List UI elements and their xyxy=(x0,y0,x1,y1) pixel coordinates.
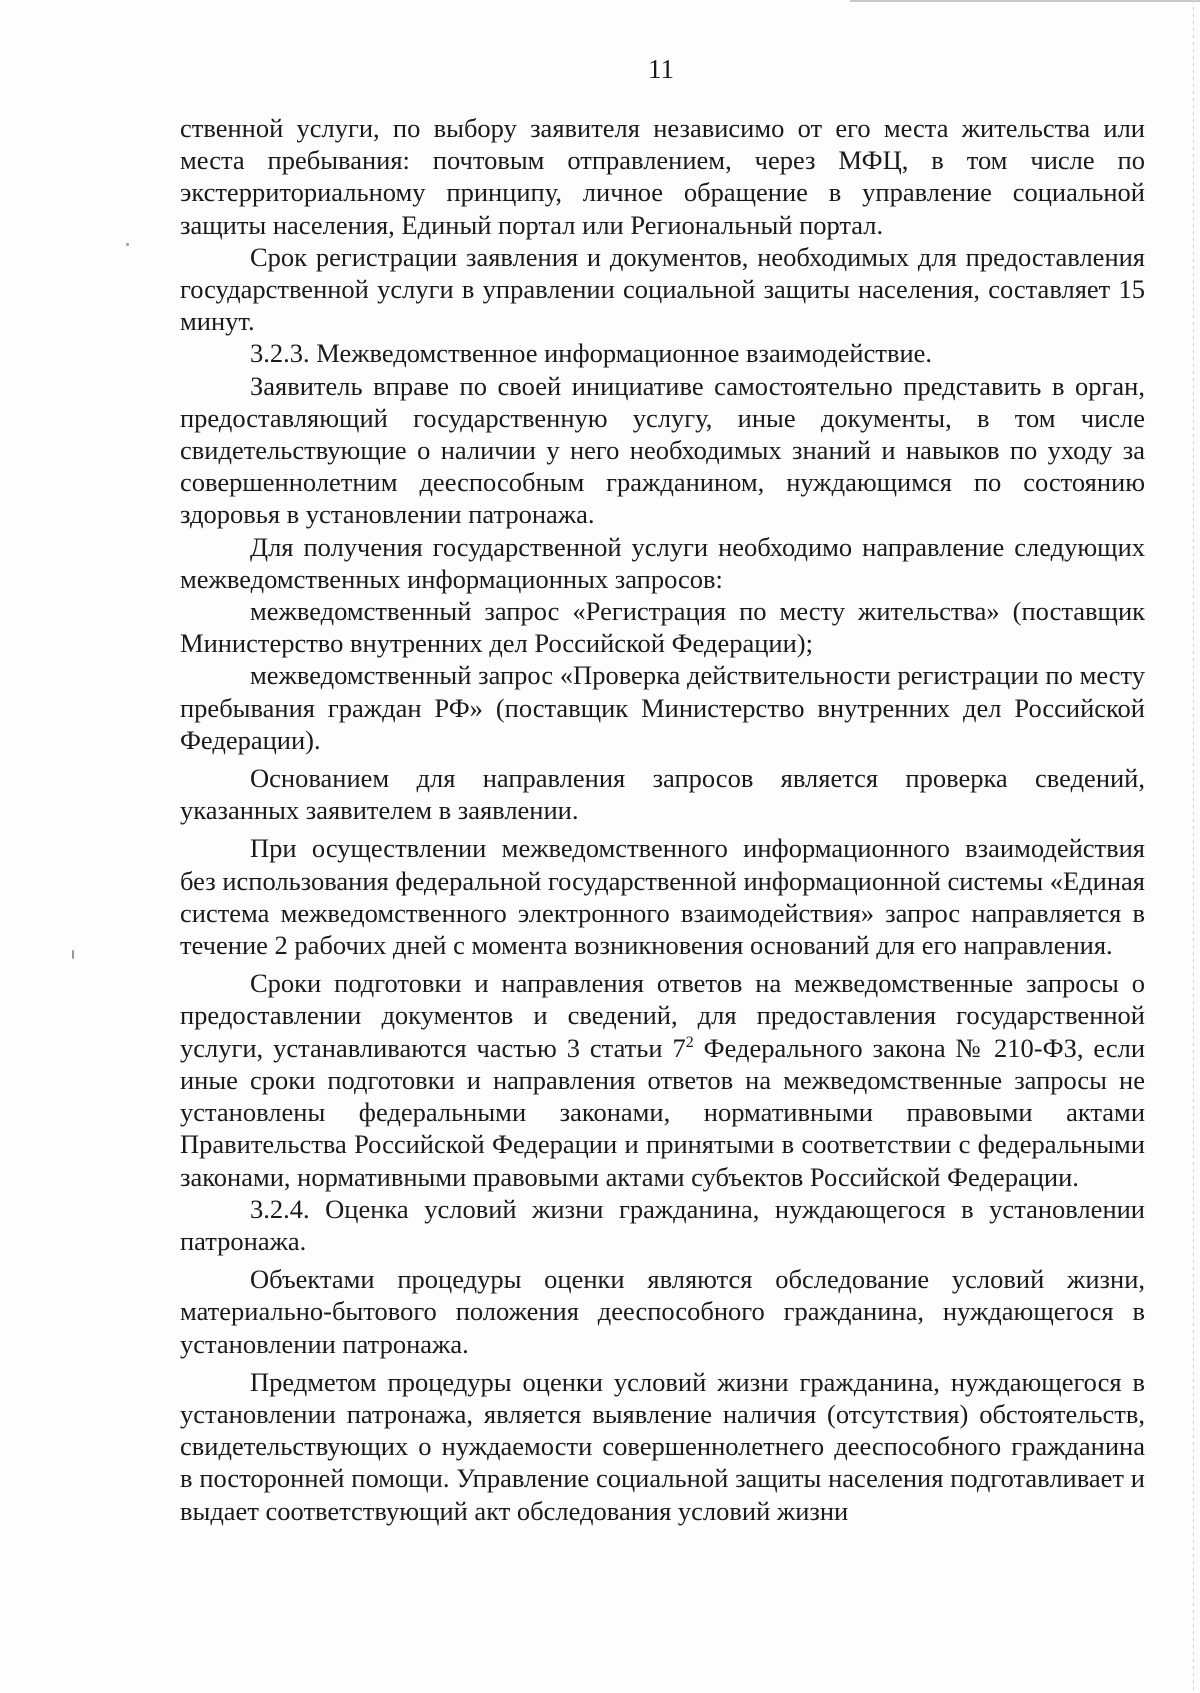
paragraph: Срок регистрации заявления и документов, необходимых для предоставления государственной услуги в управлении социальной защиты населения, составляет 15 минут. xyxy=(180,241,1145,337)
section-heading: 3.2.3. Межведомственное информационное взаимодействие. xyxy=(250,338,933,369)
document-body xyxy=(180,112,1145,1527)
scan-speck xyxy=(72,950,74,959)
list-item: межведомственный запрос «Регистрация по месту жительства» (поставщик Министерство внутренних дел Российской Федерации); xyxy=(180,596,1145,659)
paragraph: Основанием для направления запросов является проверка сведений, указанных заявителем в заявлении. xyxy=(180,763,1145,826)
paragraph: ственной услуги, по выбору заявителя независимо от его места жительства или места пребывания: почтовым отправлением, через МФЦ, в том числе по экстерриториальному принципу, личное обращение в управление социальной защиты населения, Единый портал или Региональный портал. xyxy=(180,113,1145,240)
paragraph xyxy=(180,967,1145,1192)
paragraph: При осуществлении межведомственного информационного взаимодействия без использования федеральной государственной информационной системы «Единая система межведомственного электронного взаимодействия» запрос направляется в течение 2 рабочих дней с момента возникновения оснований для его направления. xyxy=(180,833,1145,961)
paragraph: Заявитель вправе по своей инициативе самостоятельно представить в орган, предоставляющий государственную услугу, иные документы, в том числе свидетельствующие о наличии у него необходимых знаний и навыков по уходу за совершеннолетним дееспособным гражданином, нуждающимся по состоянию здоровья в установлении патронажа. xyxy=(180,370,1145,530)
paragraph: Для получения государственной услуги необходимо направление следующих межведомственных информационных запросов: xyxy=(180,531,1145,594)
section-heading: 3.2.4. Оценка условий жизни гражданина, нуждающегося в установлении патронажа. xyxy=(180,1193,1145,1256)
paragraph: Объектами процедуры оценки являются обследование условий жизни, материально-бытового положения дееспособного гражданина, нуждающегося в установлении патронажа. xyxy=(180,1264,1145,1359)
scan-speck xyxy=(126,243,129,246)
paragraph-text: Федерального закона № 210-ФЗ, если иные сроки подготовки и направления ответов на межведомственные запросы не установлены федеральными законами, нормативными правовыми актами Правительства Российской Федерации и принятыми в соответствии с федеральными законами, нормативными правовыми актами субъектов Российской Федерации. xyxy=(180,1032,1145,1192)
superscript: 2 xyxy=(685,1033,694,1051)
paragraph: Предметом процедуры оценки условий жизни гражданина, нуждающегося в установлении патронажа, является выявление наличия (отсутствия) обстоятельств, свидетельствующих о нуждаемости совершеннолетнего дееспособного гражданина в посторонней помощи. Управление социальной защиты населения подготавливает и выдает соответствующий акт обследования условий жизни xyxy=(180,1366,1145,1526)
page-number: 11 xyxy=(648,54,674,84)
paragraph-text: Сроки подготовки и направления ответов на межведомственные запросы о предоставлении документов и сведений, для предоставления государственной услуги, устанавливаются частью 3 статьи 7 xyxy=(180,968,1145,1063)
scan-right-edge xyxy=(1193,0,1194,1693)
list-item: межведомственный запрос «Проверка действительности регистрации по месту пребывания граждан РФ» (поставщик Министерство внутренних дел Российской Федерации). xyxy=(180,660,1145,755)
scan-edge-line xyxy=(850,0,1200,2)
